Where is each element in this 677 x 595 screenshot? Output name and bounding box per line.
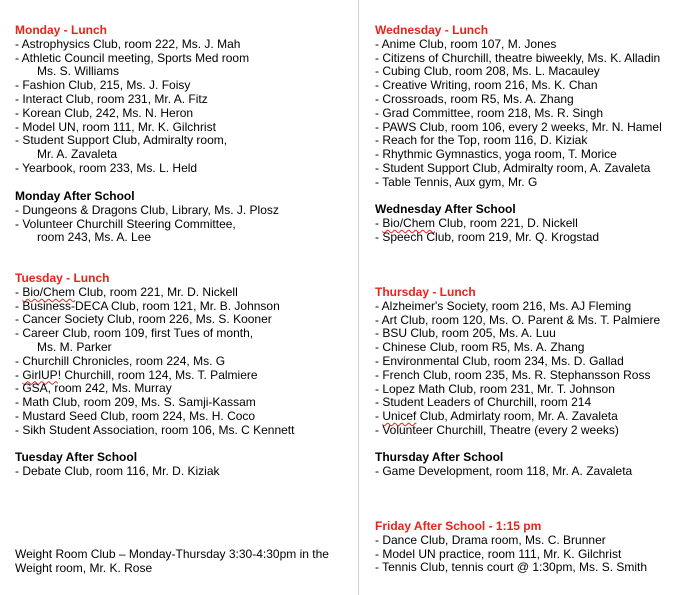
list-item: - Student Leaders of Churchill, room 214 bbox=[375, 395, 592, 410]
list-item: - Table Tennis, Aux gym, Mr. G bbox=[375, 174, 538, 189]
list-item: - Cancer Society Club, room 226, Ms. S. Kooner bbox=[15, 312, 272, 327]
list-item: - Speech Club, room 219, Mr. Q. Krogstad bbox=[375, 229, 600, 244]
section-thursday-lunch bbox=[375, 286, 660, 438]
list-item: - Volunteer Churchill Steering Committee, bbox=[15, 216, 236, 231]
list-item: - Volunteer Churchill, Theatre (every 2 weeks) bbox=[375, 422, 619, 437]
list-item: - Lopez Math Club, room 231, Mr. T. Johnson bbox=[375, 381, 615, 396]
section-tuesday-after-school bbox=[15, 451, 220, 479]
list-item: - Dance Club, Drama room, Ms. C. Brunner bbox=[375, 532, 606, 547]
list-item: - Interact Club, room 231, Mr. A. Fitz bbox=[15, 91, 208, 106]
section-heading: Tuesday - Lunch bbox=[15, 271, 110, 285]
spellcheck-word: Bio/Chem bbox=[22, 284, 76, 299]
section-friday-after-school bbox=[375, 520, 647, 575]
list-item-continuation: room 243, Ms. A. Lee bbox=[37, 230, 152, 245]
list-item: - Game Development, room 118, Mr. A. Zavaleta bbox=[375, 463, 633, 478]
list-item: - Churchill Chronicles, room 224, Ms. G bbox=[15, 353, 226, 368]
section-heading: Wednesday - Lunch bbox=[375, 23, 489, 37]
section-monday-after-school bbox=[15, 190, 279, 245]
spellcheck-word: Bio/Chem bbox=[382, 215, 436, 230]
section-heading: Thursday After School bbox=[375, 450, 504, 464]
list-item: - Model UN practice, room 111, Mr. K. Gilchrist bbox=[375, 546, 622, 561]
list-item: - Cubing Club, room 208, Ms. L. Macauley bbox=[375, 64, 600, 79]
section-monday-lunch bbox=[15, 24, 249, 176]
section-heading: Thursday - Lunch bbox=[375, 285, 476, 299]
section-tuesday-lunch bbox=[15, 272, 294, 438]
section-wednesday-after-school bbox=[375, 203, 599, 244]
list-item-continuation: Ms. M. Parker bbox=[37, 339, 112, 354]
list-item: - Anime Club, room 107, M. Jones bbox=[375, 36, 557, 51]
list-item: - Environmental Club, room 234, Ms. D. Gallad bbox=[375, 353, 624, 368]
weight-room-note: Weight Room Club – Monday-Thursday 3:30-4:30pm in the Weight room, Mr. K. Rose bbox=[15, 547, 329, 575]
section-heading: Friday After School - 1:15 pm bbox=[375, 519, 542, 533]
list-item: - Grad Committee, room 218, Ms. R. Singh bbox=[375, 105, 604, 120]
list-item: - Tennis Club, tennis court @ 1:30pm, Ms. S. Smith bbox=[375, 560, 648, 575]
list-item: - Citizens of Churchill, theatre biweekly, Ms. K. Alladin bbox=[375, 50, 661, 65]
list-item: - Reach for the Top, room 116, D. Kiziak bbox=[375, 133, 588, 148]
list-item: - Rhythmic Gymnastics, yoga room, T. Morice bbox=[375, 147, 617, 162]
list-item: - Creative Writing, room 216, Ms. K. Chan bbox=[375, 78, 598, 93]
list-item: - Mustard Seed Club, room 224, Ms. H. Coco bbox=[15, 408, 256, 423]
list-item: - Athletic Council meeting, Sports Med room bbox=[15, 50, 250, 65]
list-item: - French Club, room 235, Ms. R. Stephansson Ross bbox=[375, 367, 651, 382]
list-item: - Crossroads, room R5, Ms. A. Zhang bbox=[375, 91, 574, 106]
section-heading: Monday - Lunch bbox=[15, 23, 107, 37]
section-heading: Monday After School bbox=[15, 189, 135, 203]
list-item: - Debate Club, room 116, Mr. D. Kiziak bbox=[15, 463, 220, 478]
list-item: - Alzheimer's Society, room 216, Ms. AJ Fleming bbox=[375, 298, 632, 313]
section-thursday-after-school bbox=[375, 451, 632, 479]
list-item-continuation: Mr. A. Zavaleta bbox=[37, 147, 118, 162]
list-item: - Model UN, room 111, Mr. K. Gilchrist bbox=[15, 119, 216, 134]
list-item: - Business-DECA Club, room 121, Mr. B. Johnson bbox=[15, 298, 280, 313]
list-item-continuation: Ms. S. Williams bbox=[37, 64, 119, 79]
list-item: - Student Support Club, Admiralty room, A. Zavaleta bbox=[375, 160, 651, 175]
list-item: - Career Club, room 109, first Tues of month, bbox=[15, 326, 254, 341]
list-item: - Math Club, room 209, Ms. S. Samji-Kassam bbox=[15, 395, 256, 410]
section-heading: Wednesday After School bbox=[375, 202, 516, 216]
list-item: - Korean Club, 242, Ms. N. Heron bbox=[15, 105, 194, 120]
list-item: - Dungeons & Dragons Club, Library, Ms. J. Plosz bbox=[15, 202, 279, 217]
spellcheck-word: Unicef bbox=[382, 409, 417, 424]
list-item: - Yearbook, room 233, Ms. L. Held bbox=[15, 160, 198, 175]
section-wednesday-lunch bbox=[375, 24, 662, 190]
list-item: - Bio/Chem Club, room 221, Mr. D. Nickell bbox=[15, 284, 238, 299]
list-item: - Fashion Club, 215, Ms. J. Foisy bbox=[15, 78, 191, 93]
list-item: - Bio/Chem Club, room 221, D. Nickell bbox=[375, 215, 578, 230]
section-heading: Tuesday After School bbox=[15, 450, 138, 464]
list-item: - Astrophysics Club, room 222, Ms. J. Mah bbox=[15, 36, 241, 51]
spellcheck-word: GirlUP bbox=[22, 367, 58, 382]
list-item: - Unicef Club, Admirlaty room, Mr. A. Zavaleta bbox=[375, 409, 618, 424]
column-divider bbox=[358, 0, 359, 595]
list-item: - Student Support Club, Admiralty room, bbox=[15, 133, 228, 148]
list-item: - Art Club, room 120, Ms. O. Parent & Ms. T. Palmiere bbox=[375, 312, 661, 327]
list-item: - Sikh Student Association, room 106, Ms. C Kennett bbox=[15, 422, 295, 437]
list-item: - BSU Club, room 205, Ms. A. Luu bbox=[375, 326, 556, 341]
list-item: - Chinese Club, room R5, Ms. A. Zhang bbox=[375, 340, 585, 355]
list-item: - GSA, room 242, Ms. Murray bbox=[15, 381, 172, 396]
list-item: - GirlUP! Churchill, room 124, Ms. T. Palmiere bbox=[15, 367, 258, 382]
list-item: - PAWS Club, room 106, every 2 weeks, Mr. N. Hamel bbox=[375, 119, 662, 134]
